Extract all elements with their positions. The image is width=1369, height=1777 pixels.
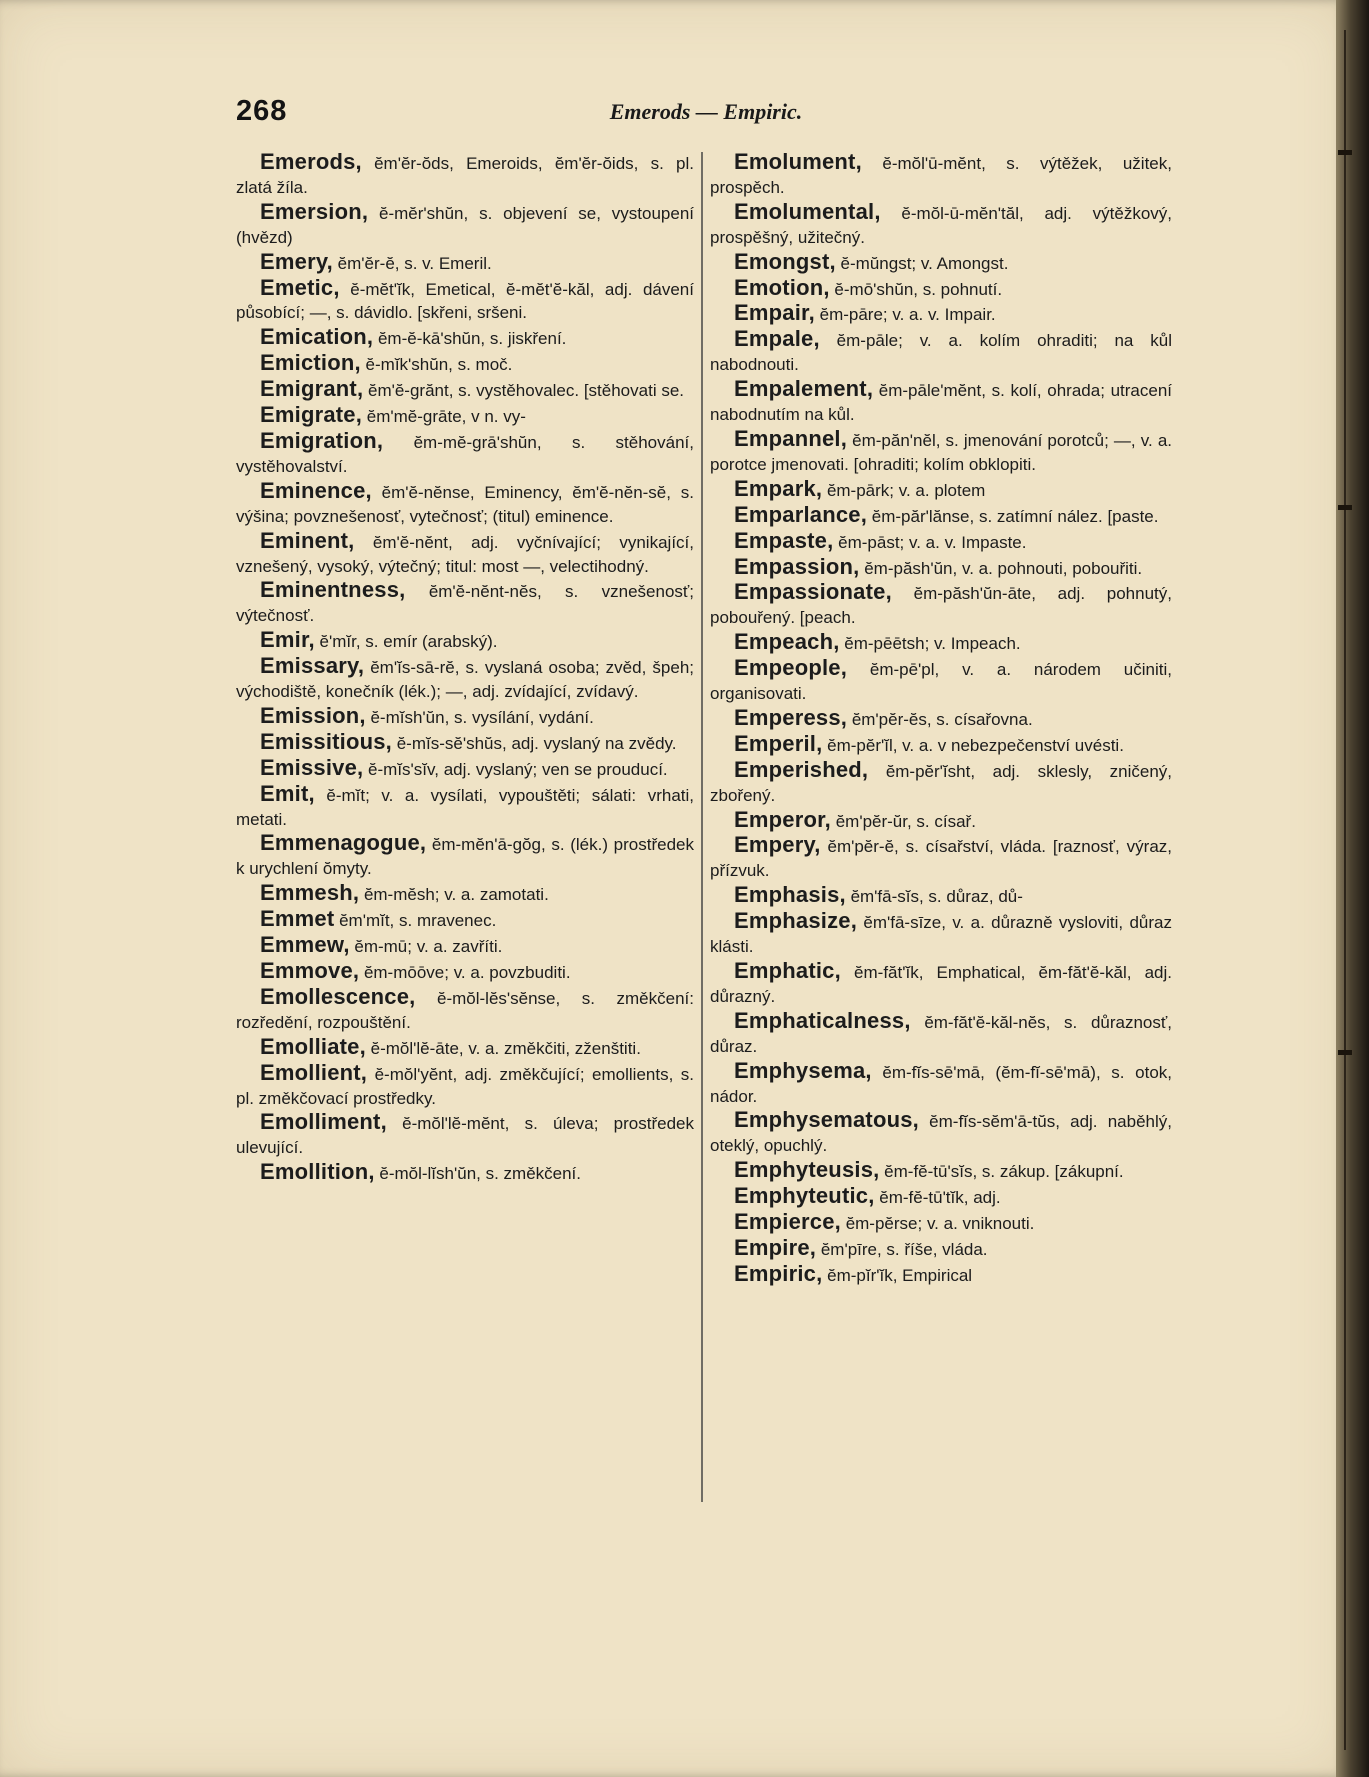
- dictionary-entry: [710, 883, 1172, 909]
- entry-headword: Eminence,: [260, 477, 372, 503]
- dictionary-entry: [236, 276, 694, 326]
- entry-definition: ĕm'ĕ-nĕnse, Eminency, ĕm'ĕ-nĕn-sĕ, s. výšina; povznešenosť, vytečnosť; (titul) eminence.: [236, 482, 694, 526]
- entry-headword: Emphysema,: [734, 1057, 872, 1083]
- entry-headword: Emphyteusis,: [734, 1157, 880, 1183]
- entry-headword: Emmove,: [260, 958, 360, 983]
- dictionary-entry: [236, 831, 694, 881]
- binding-mark: [1338, 505, 1352, 510]
- entry-definition: ĕm-fĭs-sĕm'ā-tŭs, adj. naběhlý, oteklý, opuchlý.: [710, 1112, 1172, 1156]
- entry-headword: Emir,: [260, 627, 315, 653]
- entry-definition: ĕm'fā-sīze, v. a. důrazně vysloviti, důraz klásti.: [710, 913, 1172, 957]
- dictionary-entry: [710, 959, 1172, 1009]
- dictionary-entry: [236, 654, 694, 704]
- entry-headword: Empale,: [734, 326, 820, 352]
- dictionary-entry: [710, 1059, 1172, 1109]
- binding-rule: [1344, 30, 1346, 1750]
- dictionary-entry: [710, 250, 1172, 276]
- entry-headword: Emollition,: [260, 1159, 375, 1185]
- dictionary-entry: [236, 325, 694, 351]
- dictionary-entry: [236, 150, 694, 200]
- dictionary-entry: [236, 628, 694, 654]
- dictionary-entry: [710, 150, 1172, 200]
- entry-headword: Emiction,: [260, 350, 361, 376]
- entry-definition: ĕ-mŏl-lĭsh'ŭn, s. změkčení.: [374, 1164, 582, 1184]
- entry-definition: ĕm'pĕr-ĕs, s. císařovna.: [847, 709, 1033, 729]
- entry-headword: Emparlance,: [734, 501, 868, 527]
- entry-definition: ĕm-păr'lănse, s. zatímní nález. [paste.: [867, 506, 1159, 526]
- entry-headword: Emongst,: [734, 248, 836, 274]
- entry-definition: ĕm'pĕr-ŭr, s. císař.: [830, 811, 976, 831]
- dictionary-entry: [710, 301, 1172, 327]
- entry-headword: Emolliment,: [260, 1109, 387, 1135]
- entry-headword: Emissitious,: [260, 728, 392, 754]
- entry-definition: ĕm-pāst; v. a. v. Impaste.: [833, 532, 1027, 552]
- entry-headword: Emerods,: [260, 149, 362, 174]
- entry-definition: ĕm-fĕ-tū'tĭk, adj.: [874, 1188, 1001, 1208]
- entry-definition: ĕm'ĕ-grănt, s. vystěhovalec. [stěhovati se.: [363, 381, 684, 401]
- entry-definition: ĕm'ĕr-ĕ, s. v. Emeril.: [332, 253, 492, 273]
- dictionary-entry: [710, 732, 1172, 758]
- dictionary-entry: [710, 200, 1172, 250]
- entry-headword: Empassionate,: [734, 579, 892, 605]
- entry-definition: ĕ-mĭs-sĕ'shŭs, adj. vyslaný na zvědy.: [392, 733, 677, 753]
- entry-headword: Emolumental,: [734, 198, 881, 224]
- dictionary-entry: [710, 377, 1172, 427]
- dictionary-entry: [236, 578, 694, 628]
- dictionary-entry: [236, 782, 694, 832]
- entry-definition: ĕm'pĕr-ĕ, s. císařství, vláda. [raznosť, výraz, přízvuk.: [710, 837, 1172, 881]
- entry-headword: Emphasis,: [734, 882, 846, 908]
- dictionary-entry: [236, 200, 694, 250]
- dictionary-entry: [236, 351, 694, 377]
- entry-definition: ĕm'pīre, s. říše, vláda.: [816, 1239, 988, 1259]
- book-binding-edge: [1336, 0, 1369, 1777]
- dictionary-entry: [710, 529, 1172, 555]
- running-head: Emerods — Empiric.: [609, 99, 803, 124]
- dictionary-entry: [710, 327, 1172, 377]
- page-number: 268: [236, 95, 288, 127]
- entry-headword: Empierce,: [734, 1209, 841, 1235]
- entry-headword: Emolliate,: [260, 1033, 366, 1059]
- entry-headword: Empassion,: [734, 553, 860, 579]
- entry-headword: Emphysematous,: [734, 1107, 919, 1133]
- entry-definition: ĕ-mĭt; v. a. vysílati, vypouštěti; sálati: vrhati, metati.: [236, 785, 694, 829]
- dictionary-entry: [236, 377, 694, 403]
- entry-headword: Eminentness,: [260, 577, 406, 603]
- entry-definition: ĕm-mĕsh; v. a. zamotati.: [359, 885, 549, 905]
- entry-definition: ĕm-mōōve; v. a. povzbuditi.: [359, 963, 571, 982]
- entry-definition: ĕ-mĭsh'ŭn, s. vysílání, vydání.: [365, 707, 594, 727]
- entry-headword: Emperil,: [734, 730, 823, 756]
- dictionary-entry: [710, 656, 1172, 706]
- column-divider: [701, 152, 703, 1502]
- entry-definition: ĕm'mĭt, s. mravenec.: [334, 911, 497, 931]
- dictionary-entry: [710, 1009, 1172, 1059]
- dictionary-entry: [710, 1262, 1172, 1288]
- entry-headword: Emmesh,: [260, 880, 360, 906]
- entry-definition: ĕm-pēētsh; v. Impeach.: [839, 634, 1021, 654]
- entry-definition: ĕm-pĕrse; v. a. vniknouti.: [840, 1214, 1035, 1234]
- dictionary-entry: [710, 580, 1172, 630]
- entry-definition: ĕm-pārk; v. a. plotem: [822, 480, 986, 500]
- dictionary-entry: [236, 907, 694, 933]
- entry-headword: Emersion,: [260, 198, 369, 224]
- entry-headword: Emperess,: [734, 704, 848, 730]
- entry-definition: ĕ'mĭr, s. emír (arabský).: [314, 632, 498, 652]
- entry-definition: ĕm'fā-sĭs, s. důraz, dů-: [845, 887, 1023, 907]
- dictionary-entry: [710, 1210, 1172, 1236]
- entry-headword: Empery,: [734, 832, 821, 858]
- entry-headword: Empiric,: [734, 1260, 823, 1286]
- dictionary-entry: [710, 427, 1172, 477]
- dictionary-entry: [236, 704, 694, 730]
- dictionary-entry: [236, 730, 694, 756]
- entry-definition: ĕm'ĕ-nĕnt, adj. vyčnívající; vynikající, vznešený, vysoký, výtečný; titul: most —, velectihodný.: [236, 532, 694, 576]
- entry-definition: ĕm-păn'nĕl, s. jmenování porotců; —, v. a. porotce jmenovati. [ohraditi; kolím obklopiti.: [710, 430, 1172, 474]
- entry-definition: ĕ-mŏl'lĕ-āte, v. a. změkčiti, zženštiti.: [365, 1038, 641, 1058]
- entry-headword: Emphyteutic,: [734, 1183, 875, 1209]
- entry-definition: ĕm-fĭs-sē'mā, (ĕm-fĭ-sē'mā), s. otok, nádor.: [710, 1062, 1172, 1106]
- dictionary-entry: [236, 1160, 694, 1186]
- entry-headword: Empeople,: [734, 655, 848, 681]
- dictionary-entry: [710, 833, 1172, 883]
- entry-headword: Empire,: [734, 1234, 817, 1260]
- entry-definition: ĕm'ĭs-sā-rĕ, s. vyslaná osoba; zvěd, špeh; východiště, konečník (lék.); —, adj. zvídající, zvídavý.: [236, 658, 694, 702]
- binding-mark: [1338, 1050, 1352, 1055]
- entry-headword: Empark,: [734, 475, 823, 501]
- dictionary-entry: [710, 276, 1172, 302]
- entry-definition: ĕ-mĭs'sĭv, adj. vyslaný; ven se prouducí.: [363, 759, 668, 779]
- entry-definition: ĕm-pĭr'ĭk, Empirical: [822, 1265, 973, 1285]
- dictionary-entry: [236, 985, 694, 1035]
- entry-definition: ĕ-mŏl'yĕnt, adj. změkčující; emollients, s. pl. změkčovací prostředky.: [236, 1064, 694, 1108]
- entry-headword: Emphasize,: [734, 908, 858, 934]
- dictionary-entry: [710, 1108, 1172, 1158]
- dictionary-entry: [236, 479, 694, 529]
- entry-headword: Emolument,: [734, 149, 862, 174]
- entry-headword: Empalement,: [734, 376, 874, 402]
- entry-headword: Emperished,: [734, 756, 869, 782]
- entry-definition: ĕm-mĕn'ā-gŏg, s. (lék.) prostředek k urychlení ŏmyty.: [236, 835, 694, 879]
- entry-definition: ĕm-mĕ-grā'shŭn, s. stěhování, vystěhovalství.: [236, 432, 694, 476]
- entry-definition: ĕm-ĕ-kā'shŭn, s. jiskření.: [373, 329, 567, 349]
- entry-headword: Emigrant,: [260, 376, 364, 402]
- dictionary-entry: [710, 808, 1172, 834]
- entry-headword: Emperor,: [734, 806, 831, 832]
- dictionary-entry: [236, 1110, 694, 1160]
- entry-definition: ĕm'ĕr-ŏds, Emeroids, ĕm'ĕr-ŏids, s. pl. zlatá žíla.: [236, 154, 694, 197]
- entry-headword: Emissary,: [260, 653, 365, 679]
- entry-headword: Emication,: [260, 324, 374, 350]
- entry-definition: ĕ-mŏl'ū-mĕnt, s. výtěžek, užitek, prospěch.: [710, 154, 1172, 197]
- entry-headword: Empeach,: [734, 629, 840, 655]
- dictionary-entry: [710, 909, 1172, 959]
- entry-headword: Eminent,: [260, 527, 355, 553]
- entry-definition: ĕm-pāle; v. a. kolím ohraditi; na kůl nabodnouti.: [710, 331, 1172, 375]
- entry-definition: ĕm-pĕr'ĭsht, adj. sklesly, zničený, zbořený.: [710, 761, 1172, 805]
- binding-mark: [1338, 150, 1352, 155]
- entry-definition: ĕm-pē'pl, v. a. národem učiniti, organisovati.: [710, 660, 1172, 704]
- dictionary-entry: [236, 1061, 694, 1111]
- entry-definition: ĕm-păsh'ŭn-āte, adj. pohnutý, pobouřený. [peach.: [710, 584, 1172, 628]
- dictionary-entry: [236, 429, 694, 479]
- entry-definition: ĕm-făt'ĕ-kăl-nĕs, s. důraznosť, důraz.: [710, 1012, 1172, 1056]
- dictionary-entry: [710, 477, 1172, 503]
- entry-headword: Emphaticalness,: [734, 1007, 911, 1033]
- entry-headword: Emphatic,: [734, 958, 841, 983]
- dictionary-entry: [710, 758, 1172, 808]
- entry-headword: Empannel,: [734, 425, 848, 451]
- dictionary-entry: [710, 630, 1172, 656]
- dictionary-entry: [236, 881, 694, 907]
- entry-headword: Emit,: [260, 780, 315, 806]
- dictionary-entry: [236, 933, 694, 959]
- entry-definition: ĕ-mō'shŭn, s. pohnutí.: [829, 279, 1003, 299]
- dictionary-entry: [236, 959, 694, 985]
- entry-definition: ĕm-mū; v. a. zavříti.: [349, 937, 503, 957]
- dictionary-entry: [710, 1158, 1172, 1184]
- dictionary-entry: [236, 250, 694, 276]
- dictionary-entry: [236, 403, 694, 429]
- entry-definition: ĕ-mŭngst; v. Amongst.: [835, 253, 1009, 273]
- entry-headword: Empaste,: [734, 527, 834, 553]
- entry-headword: Emigration,: [260, 427, 384, 453]
- right-column: [710, 150, 1172, 1288]
- entry-headword: Empair,: [734, 300, 815, 326]
- entry-definition: ĕm'mĕ-grāte, v n. vy-: [362, 407, 526, 427]
- entry-definition: ĕm-făt'ĭk, Emphatical, ĕm-făt'ĕ-kăl, adj. důrazný.: [710, 963, 1172, 1006]
- dictionary-entry: [710, 1236, 1172, 1262]
- entry-headword: Emetic,: [260, 274, 340, 300]
- dictionary-entry: [710, 555, 1172, 581]
- entry-definition: ĕ-mĭk'shŭn, s. moč.: [360, 355, 513, 375]
- entry-definition: ĕ-mĕt'ĭk, Emetical, ĕ-mĕt'ĕ-kăl, adj. dávení působící; —, s. dávidlo. [skřeni, sršeni.: [236, 279, 694, 323]
- entry-headword: Emission,: [260, 702, 366, 728]
- dictionary-entry: [710, 1184, 1172, 1210]
- entry-headword: Emery,: [260, 248, 333, 274]
- entry-definition: ĕm-fĕ-tū'sĭs, s. zákup. [zákupní.: [879, 1162, 1124, 1182]
- entry-definition: ĕm-pĕr'ĭl, v. a. v nebezpečenství uvésti.: [822, 735, 1124, 755]
- entry-definition: ĕ-mŏl'lĕ-mĕnt, s. úleva; prostředek ulevující.: [236, 1114, 694, 1158]
- dictionary-entry: [710, 706, 1172, 732]
- page-header: [236, 95, 1176, 135]
- entry-definition: ĕ-mŏl-lĕs'sĕnse, s. změkčení: rozředění, rozpouštění.: [236, 988, 694, 1032]
- entry-headword: Emmenagogue,: [260, 830, 427, 856]
- entry-headword: Emmet: [260, 906, 335, 932]
- dictionary-entry: [236, 529, 694, 579]
- left-column: [236, 150, 694, 1186]
- entry-headword: Emollient,: [260, 1059, 368, 1085]
- entry-headword: Emollescence,: [260, 983, 416, 1009]
- entry-headword: Emotion,: [734, 274, 830, 300]
- entry-definition: ĕm'ĕ-nĕnt-nĕs, s. vznešenosť; výtečnosť.: [236, 582, 694, 626]
- dictionary-entry: [236, 1035, 694, 1061]
- entry-headword: Emmew,: [260, 932, 350, 958]
- entry-headword: Emigrate,: [260, 402, 363, 428]
- entry-definition: ĕm-pāle'mĕnt, s. kolí, ohrada; utracení nabodnutím na kůl.: [710, 381, 1172, 425]
- entry-headword: Emissive,: [260, 754, 364, 780]
- dictionary-entry: [236, 756, 694, 782]
- entry-definition: ĕ-mŏl-ū-mĕn'tăl, adj. výtěžkový, prospěšný, užitečný.: [710, 203, 1172, 247]
- entry-definition: ĕm-pāre; v. a. v. Impair.: [814, 305, 996, 325]
- entry-definition: ĕ-mĕr'shŭn, s. objevení se, vystoupení (hvězd): [236, 203, 694, 247]
- dictionary-entry: [710, 503, 1172, 529]
- entry-definition: ĕm-păsh'ŭn, v. a. pohnouti, pobouřiti.: [859, 558, 1143, 578]
